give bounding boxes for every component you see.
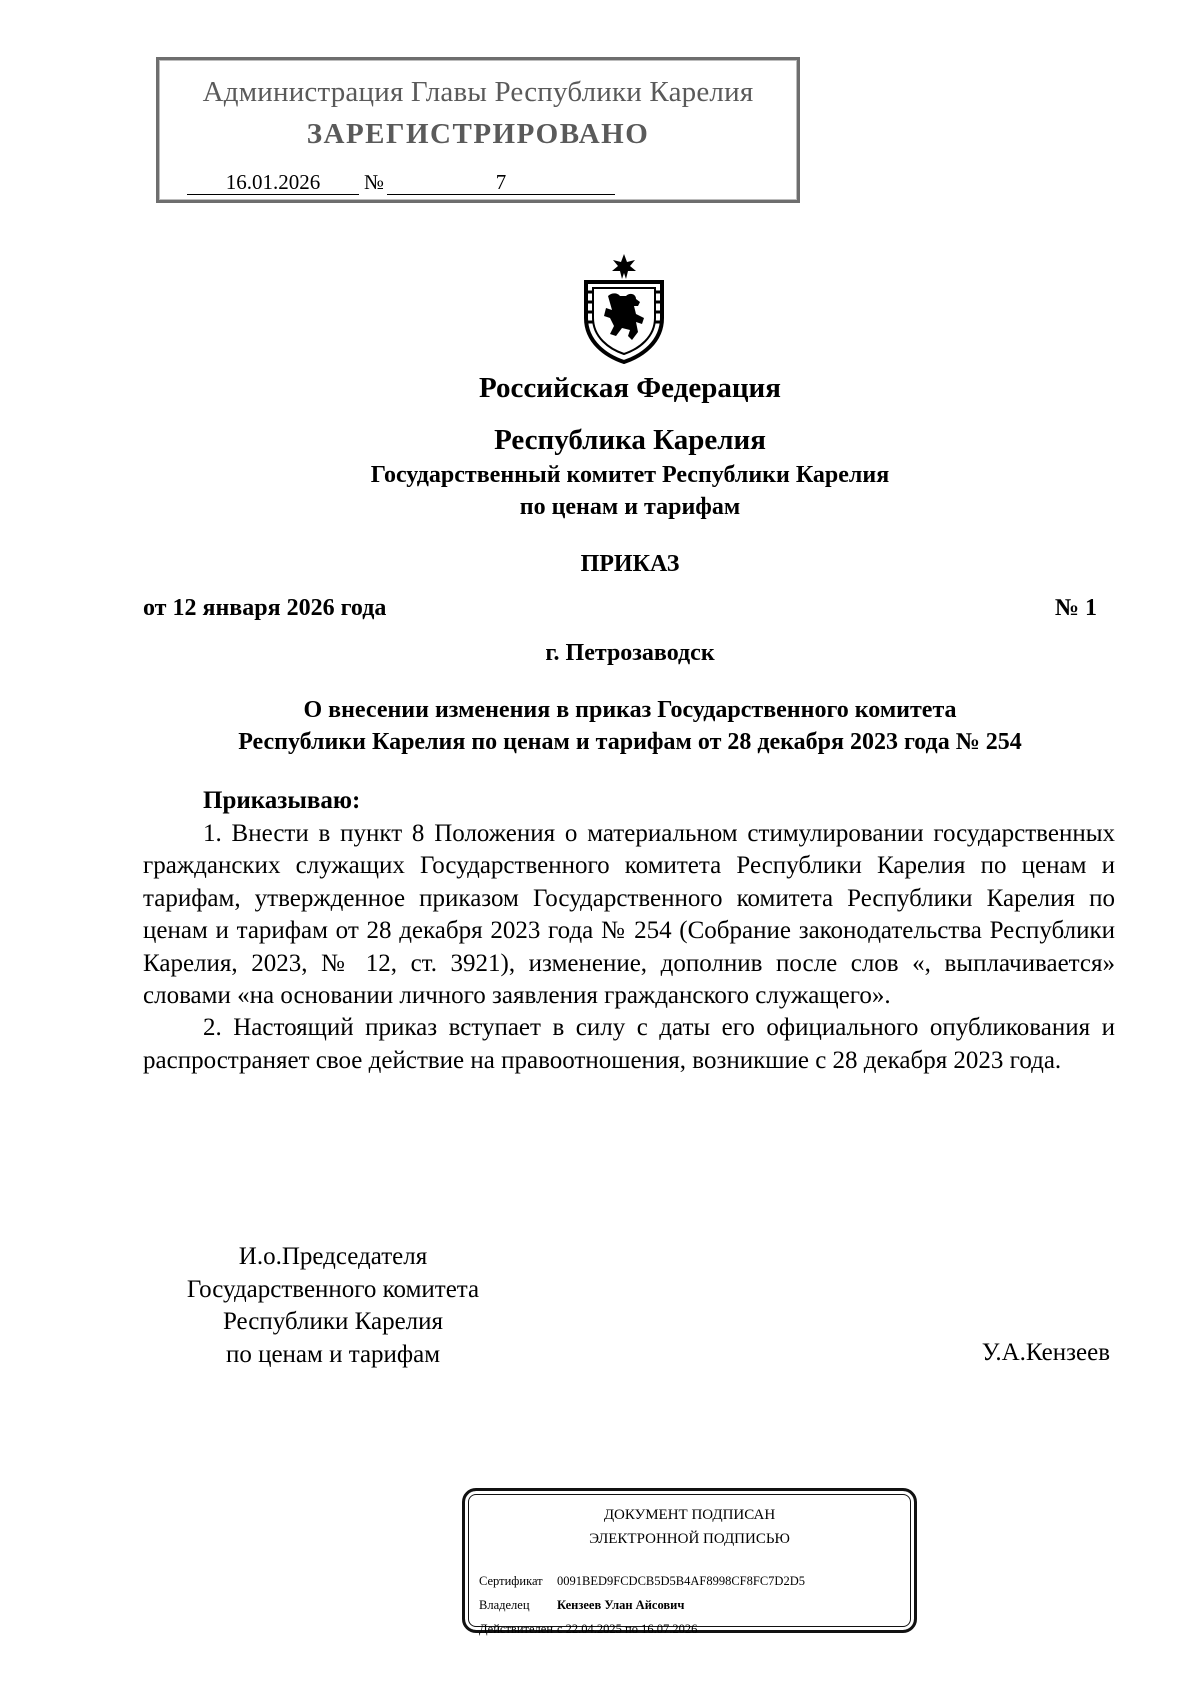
- order-intro: Приказываю:: [203, 787, 361, 814]
- order-item-2: 2. Настоящий приказ вступает в силу с даты его официального опубликования и распространяет свое действие на правоотношения, возникшие с 28 декабря 2023 года.: [143, 1014, 1115, 1074]
- order-title-line2: Республики Карелия по ценам и тарифам от 28 декабря 2023 года № 254: [238, 729, 1022, 755]
- stamp-number: 7: [387, 170, 615, 195]
- esig-certificate-label: Сертификат: [479, 1574, 543, 1588]
- esig-owner: [479, 1598, 684, 1613]
- electronic-signature-stamp: [462, 1488, 917, 1636]
- esig-certificate: [479, 1574, 805, 1589]
- esig-certificate-value: 0091BED9FCDCB5D5B4AF8998CF8FC7D2D5: [557, 1574, 805, 1588]
- republic-heading: Республика Карелия: [494, 424, 766, 456]
- order-item-1: 1. Внести в пункт 8 Положения о материальном стимулировании государственных гражданских служащих Государственного комитета Республики Карелия по ценам и тарифам, утвержденное приказом Государственного комитета Республики Карелия по ценам и тарифам от 28 декабря 2023 года № 254 (Собрание законодательства Республики Карелия, 2023, № 12, ст. 3921), изменение, дополнив после слов «, выплачивается» словами «на основании личного заявления гражданского служащего».: [143, 820, 1115, 1010]
- country-heading: Российская Федерация: [479, 372, 781, 404]
- position-line1: И.о.Председателя: [238, 1243, 428, 1270]
- signatory-position: [148, 1241, 518, 1371]
- order-body: [143, 818, 1115, 1077]
- stamp-number-label: №: [364, 170, 385, 194]
- position-line2: Государственного комитета: [186, 1275, 480, 1303]
- document-type: ПРИКАЗ: [580, 551, 680, 577]
- esig-validity-value: с 22.04.2025 по 16.07.2026: [557, 1622, 698, 1636]
- stamp-status: ЗАРЕГИСТРИРОВАНО: [306, 118, 650, 150]
- agency-heading-line1: Государственный комитет Республики Карелия: [370, 462, 890, 488]
- esig-title-line2: ЭЛЕКТРОННОЙ ПОДПИСЬЮ: [589, 1531, 790, 1547]
- city: г. Петрозаводск: [545, 640, 715, 666]
- coat-of-arms-icon: [578, 252, 670, 364]
- esig-owner-value: Кензеев Улан Айсович: [557, 1598, 685, 1612]
- esig-title-line1: ДОКУМЕНТ ПОДПИСАН: [603, 1507, 776, 1523]
- agency-heading-line2: по ценам и тарифам: [519, 494, 741, 520]
- registration-stamp: [156, 57, 800, 203]
- order-title-line1: О внесении изменения в приказ Государственного комитета: [303, 697, 957, 723]
- stamp-date: 16.01.2026: [187, 170, 359, 195]
- order-number: № 1: [1054, 595, 1097, 621]
- position-line3: Республики Карелия: [222, 1308, 444, 1335]
- esig-validity: [479, 1622, 697, 1637]
- position-line4: по ценам и тарифам: [225, 1340, 441, 1368]
- esig-validity-label: Действителен: [479, 1622, 554, 1636]
- stamp-authority: Администрация Главы Республики Карелия: [202, 76, 754, 108]
- order-date: от 12 января 2026 года: [143, 595, 387, 621]
- signatory-name: У.А.Кензеев: [981, 1339, 1110, 1366]
- esig-owner-label: Владелец: [479, 1598, 530, 1612]
